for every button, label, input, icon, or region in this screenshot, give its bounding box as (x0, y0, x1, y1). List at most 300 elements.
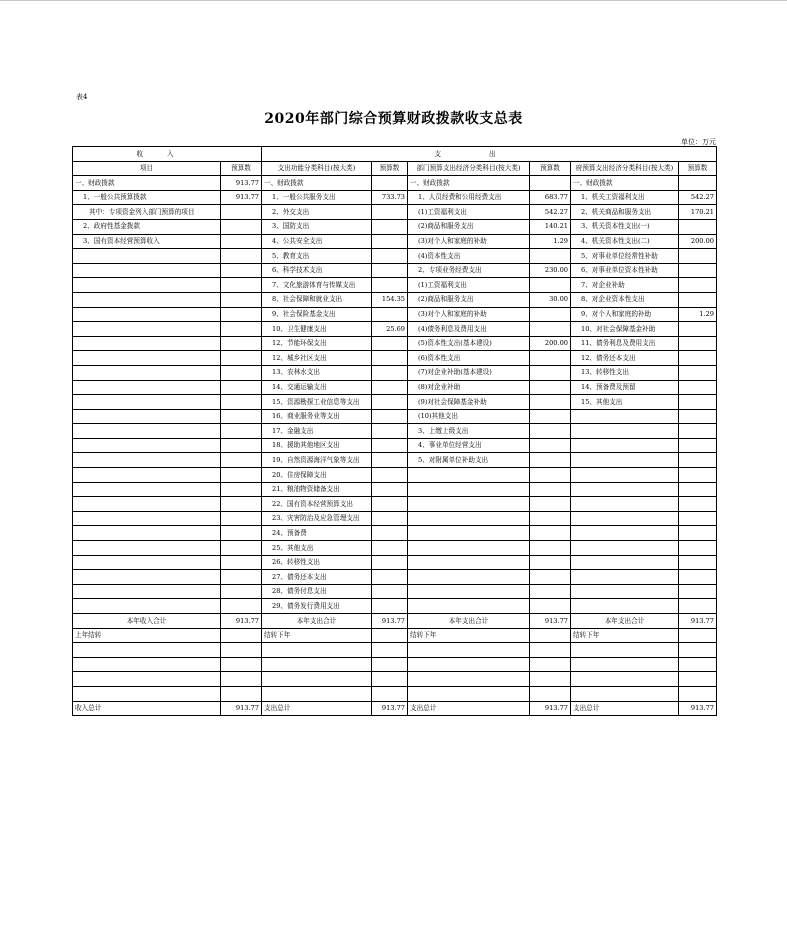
income-item-cell (73, 380, 221, 395)
dept-econ-item-cell: (3)对个人和家庭的补助 (408, 307, 530, 322)
function-class-item-cell: 结转下年 (262, 628, 372, 643)
income-item-cell (73, 409, 221, 424)
income-item-cell: 2、政府性基金拨款 (73, 219, 221, 234)
dept-econ-budget-cell: 683.77 (530, 190, 571, 205)
income-item-cell: 本年收入合计 (73, 614, 221, 629)
dept-econ-budget-cell (530, 497, 571, 512)
income-budget-cell (221, 278, 262, 293)
function-budget-cell (372, 497, 408, 512)
empty-cell (262, 686, 372, 701)
gov-econ-budget-cell (679, 219, 717, 234)
income-budget-cell: 913.77 (221, 190, 262, 205)
gov-econ-budget-cell (679, 511, 717, 526)
blank-row (73, 657, 717, 672)
dept-econ-item-cell (408, 482, 530, 497)
gov-econ-item-cell (571, 526, 679, 541)
gov-econ-item-cell: 一、财政拨款 (571, 176, 679, 191)
gov-econ-budget-cell (679, 351, 717, 366)
top-border-line (0, 0, 787, 1)
empty-cell (372, 643, 408, 658)
col-header-gov-econ-class: 府预算支出经济分类科目(按大类) (571, 161, 679, 176)
section-header-row (73, 147, 717, 162)
function-budget-cell (372, 365, 408, 380)
function-budget-cell (372, 234, 408, 249)
income-budget-cell: 913.77 (221, 614, 262, 629)
income-item-cell (73, 351, 221, 366)
gov-econ-item-cell (571, 453, 679, 468)
income-budget-cell (221, 555, 262, 570)
function-class-item-cell: 22、国有资本经营预算支出 (262, 497, 372, 512)
function-budget-cell (372, 249, 408, 264)
column-header-row (73, 161, 717, 176)
gov-econ-budget-cell (679, 468, 717, 483)
empty-cell (571, 672, 679, 687)
dept-econ-budget-cell: 542.27 (530, 205, 571, 220)
dept-econ-item-cell (408, 468, 530, 483)
col-header-item: 项目 (73, 161, 221, 176)
function-class-item-cell: 24、预备费 (262, 526, 372, 541)
table-row (73, 219, 717, 234)
income-budget-cell (221, 584, 262, 599)
income-item-cell (73, 263, 221, 278)
table-row (73, 526, 717, 541)
dept-econ-budget-cell (530, 628, 571, 643)
income-budget-cell (221, 482, 262, 497)
gov-econ-item-cell: 7、对企业补助 (571, 278, 679, 293)
dept-econ-item-cell: 结转下年 (408, 628, 530, 643)
dept-econ-budget-cell (530, 438, 571, 453)
dept-econ-item-cell (408, 511, 530, 526)
gov-econ-item-cell: 9、对个人和家庭的补助 (571, 307, 679, 322)
table-row (73, 205, 717, 220)
table-row (73, 351, 717, 366)
dept-econ-item-cell: (6)资本性支出 (408, 351, 530, 366)
income-item-cell: 1、一般公共预算拨款 (73, 190, 221, 205)
function-class-item-cell: 本年支出合计 (262, 614, 372, 629)
gov-econ-budget-cell (679, 526, 717, 541)
income-item-cell: 3、国有资本经营预算收入 (73, 234, 221, 249)
function-class-item-cell: 3、国防支出 (262, 219, 372, 234)
gov-econ-item-cell (571, 599, 679, 614)
expense-section-header: 支出 (262, 147, 717, 162)
dept-econ-budget-cell (530, 511, 571, 526)
empty-cell (73, 686, 221, 701)
dept-econ-item-cell: (9)对社会保障基金补助 (408, 395, 530, 410)
income-item-cell (73, 453, 221, 468)
function-class-item-cell: 4、公共安全支出 (262, 234, 372, 249)
income-budget-cell (221, 628, 262, 643)
function-class-item-cell: 21、粮油物资储备支出 (262, 482, 372, 497)
gov-econ-budget-cell (679, 599, 717, 614)
income-budget-cell (221, 380, 262, 395)
table-row (73, 176, 717, 191)
income-item-cell (73, 249, 221, 264)
dept-econ-budget-cell (530, 278, 571, 293)
table-row (73, 438, 717, 453)
function-budget-cell (372, 511, 408, 526)
dept-econ-item-cell: (1)工资福利支出 (408, 205, 530, 220)
income-item-cell: 收入总计 (73, 701, 221, 716)
function-class-item-cell: 27、债务还本支出 (262, 570, 372, 585)
gov-econ-item-cell: 8、对企业资本性支出 (571, 292, 679, 307)
dept-econ-budget-cell (530, 380, 571, 395)
function-budget-cell (372, 453, 408, 468)
dept-econ-item-cell (408, 497, 530, 512)
function-class-item-cell: 16、商业服务业等支出 (262, 409, 372, 424)
function-class-item-cell: 26、转移性支出 (262, 555, 372, 570)
income-item-cell (73, 541, 221, 556)
gov-econ-budget-cell (679, 278, 717, 293)
table-row (73, 497, 717, 512)
function-budget-cell: 154.35 (372, 292, 408, 307)
function-budget-cell (372, 278, 408, 293)
empty-cell (262, 672, 372, 687)
gov-econ-budget-cell (679, 482, 717, 497)
income-budget-cell (221, 395, 262, 410)
income-budget-cell (221, 205, 262, 220)
dept-econ-item-cell: (8)对企业补助 (408, 380, 530, 395)
function-class-item-cell: 12、城乡社区支出 (262, 351, 372, 366)
gov-econ-item-cell: 1、机关工资福利支出 (571, 190, 679, 205)
gov-econ-item-cell: 结转下年 (571, 628, 679, 643)
col-header-dept-econ-class: 部门预算支出经济分类科目(按大类) (408, 161, 530, 176)
dept-econ-budget-cell (530, 249, 571, 264)
empty-cell (262, 657, 372, 672)
empty-cell (679, 643, 717, 658)
function-class-item-cell: 13、农林水支出 (262, 365, 372, 380)
function-class-item-cell: 14、交通运输支出 (262, 380, 372, 395)
gov-econ-budget-cell: 542.27 (679, 190, 717, 205)
dept-econ-budget-cell (530, 570, 571, 585)
dept-econ-budget-cell: 140.21 (530, 219, 571, 234)
dept-econ-item-cell: 4、事业单位经营支出 (408, 438, 530, 453)
blank-row (73, 672, 717, 687)
gov-econ-item-cell: 4、机关资本性支出(二) (571, 234, 679, 249)
dept-econ-item-cell (408, 584, 530, 599)
dept-econ-item-cell: 2、专项业务经费支出 (408, 263, 530, 278)
gov-econ-budget-cell (679, 541, 717, 556)
gov-econ-item-cell: 13、转移性支出 (571, 365, 679, 380)
empty-cell (408, 672, 530, 687)
income-budget-cell (221, 599, 262, 614)
function-budget-cell (372, 336, 408, 351)
gov-econ-budget-cell (679, 497, 717, 512)
income-budget-cell (221, 541, 262, 556)
table-row (73, 555, 717, 570)
function-class-item-cell: 19、自然资源海洋气象等支出 (262, 453, 372, 468)
budget-summary-table (72, 146, 717, 716)
income-budget-cell (221, 570, 262, 585)
dept-econ-item-cell: (10)其他支出 (408, 409, 530, 424)
function-class-item-cell: 2、外交支出 (262, 205, 372, 220)
dept-econ-budget-cell: 230.00 (530, 263, 571, 278)
gov-econ-budget-cell (679, 249, 717, 264)
function-class-item-cell: 一、财政拨款 (262, 176, 372, 191)
function-class-item-cell: 8、社会保障和就业支出 (262, 292, 372, 307)
gov-econ-budget-cell (679, 322, 717, 337)
income-section-header: 收入 (73, 147, 262, 162)
table-row (73, 234, 717, 249)
gov-econ-item-cell: 12、债务还本支出 (571, 351, 679, 366)
gov-econ-item-cell (571, 555, 679, 570)
dept-econ-item-cell: 1、人员经费和公用经费支出 (408, 190, 530, 205)
function-class-item-cell: 9、社会保险基金支出 (262, 307, 372, 322)
gov-econ-item-cell (571, 482, 679, 497)
function-class-item-cell: 6、科学技术支出 (262, 263, 372, 278)
dept-econ-budget-cell (530, 468, 571, 483)
dept-econ-item-cell: 3、上缴上级支出 (408, 424, 530, 439)
income-item-cell (73, 584, 221, 599)
dept-econ-item-cell: (4)债务利息及费用支出 (408, 322, 530, 337)
income-item-cell (73, 307, 221, 322)
col-header-budget: 预算数 (221, 161, 262, 176)
empty-cell (408, 643, 530, 658)
dept-econ-budget-cell (530, 351, 571, 366)
function-budget-cell (372, 307, 408, 322)
function-budget-cell: 913.77 (372, 614, 408, 629)
income-budget-cell (221, 307, 262, 322)
dept-econ-budget-cell: 913.77 (530, 701, 571, 716)
function-class-item-cell: 支出总计 (262, 701, 372, 716)
dept-econ-item-cell (408, 555, 530, 570)
function-budget-cell (372, 438, 408, 453)
dept-econ-item-cell: (2)商品和服务支出 (408, 292, 530, 307)
dept-econ-item-cell: (3)对个人和家庭的补助 (408, 234, 530, 249)
gov-econ-item-cell: 11、债务利息及费用支出 (571, 336, 679, 351)
income-budget-cell (221, 234, 262, 249)
function-class-item-cell: 7、文化旅游体育与传媒支出 (262, 278, 372, 293)
income-item-cell (73, 438, 221, 453)
empty-cell (221, 657, 262, 672)
table-row (73, 249, 717, 264)
gov-econ-budget-cell (679, 395, 717, 410)
gov-econ-budget-cell: 913.77 (679, 614, 717, 629)
gov-econ-budget-cell: 1.29 (679, 307, 717, 322)
table-row (73, 336, 717, 351)
function-budget-cell (372, 482, 408, 497)
dept-econ-budget-cell (530, 395, 571, 410)
empty-cell (372, 686, 408, 701)
dept-econ-item-cell (408, 599, 530, 614)
empty-cell (372, 672, 408, 687)
gov-econ-item-cell: 10、对社会保障基金补助 (571, 322, 679, 337)
dept-econ-item-cell: (4)资本性支出 (408, 249, 530, 264)
empty-cell (571, 686, 679, 701)
income-budget-cell (221, 409, 262, 424)
table-row (73, 599, 717, 614)
gov-econ-item-cell (571, 541, 679, 556)
table-number-tag: 表4 (76, 93, 88, 101)
function-budget-cell: 733.73 (372, 190, 408, 205)
dept-econ-item-cell: (1)工资福利支出 (408, 278, 530, 293)
dept-econ-budget-cell (530, 453, 571, 468)
empty-cell (221, 643, 262, 658)
income-budget-cell (221, 438, 262, 453)
table-row (73, 468, 717, 483)
gov-econ-budget-cell (679, 584, 717, 599)
income-item-cell (73, 278, 221, 293)
income-budget-cell (221, 263, 262, 278)
empty-cell (372, 657, 408, 672)
income-budget-cell: 913.77 (221, 176, 262, 191)
income-item-cell (73, 555, 221, 570)
function-class-item-cell: 20、住房保障支出 (262, 468, 372, 483)
gov-econ-item-cell (571, 511, 679, 526)
dept-econ-item-cell (408, 570, 530, 585)
dept-econ-budget-cell (530, 526, 571, 541)
gov-econ-budget-cell (679, 555, 717, 570)
empty-cell (679, 657, 717, 672)
gov-econ-item-cell (571, 438, 679, 453)
income-budget-cell: 913.77 (221, 701, 262, 716)
income-item-cell (73, 482, 221, 497)
gov-econ-item-cell (571, 584, 679, 599)
subtotal-row (73, 614, 717, 629)
col-header-budget: 预算数 (530, 161, 571, 176)
table-row (73, 190, 717, 205)
empty-cell (679, 672, 717, 687)
gov-econ-item-cell (571, 424, 679, 439)
dept-econ-item-cell (408, 541, 530, 556)
function-class-item-cell: 23、灾害防治及应急管理支出 (262, 511, 372, 526)
dept-econ-item-cell: 一、财政拨款 (408, 176, 530, 191)
table-row (73, 292, 717, 307)
page-title: 2020年部门综合预算财政拨款收支总表 (264, 111, 523, 127)
income-budget-cell (221, 351, 262, 366)
empty-cell (679, 686, 717, 701)
income-item-cell (73, 526, 221, 541)
gov-econ-item-cell: 本年支出合计 (571, 614, 679, 629)
col-header-function-class: 支出功能分类科目(按大类) (262, 161, 372, 176)
gov-econ-item-cell: 6、对事业单位资本性补助 (571, 263, 679, 278)
empty-cell (530, 657, 571, 672)
function-budget-cell (372, 526, 408, 541)
table-row (73, 453, 717, 468)
function-budget-cell (372, 176, 408, 191)
gov-econ-budget-cell (679, 409, 717, 424)
empty-cell (73, 657, 221, 672)
empty-cell (73, 643, 221, 658)
blank-row (73, 686, 717, 701)
empty-cell (262, 643, 372, 658)
income-budget-cell (221, 526, 262, 541)
col-header-budget: 预算数 (372, 161, 408, 176)
dept-econ-budget-cell: 30.00 (530, 292, 571, 307)
dept-econ-budget-cell (530, 541, 571, 556)
dept-econ-budget-cell (530, 409, 571, 424)
function-budget-cell (372, 351, 408, 366)
table-row (73, 278, 717, 293)
function-class-item-cell: 5、教育支出 (262, 249, 372, 264)
function-budget-cell (372, 380, 408, 395)
gov-econ-budget-cell (679, 438, 717, 453)
income-budget-cell (221, 219, 262, 234)
empty-cell (221, 686, 262, 701)
dept-econ-budget-cell (530, 584, 571, 599)
dept-econ-budget-cell: 913.77 (530, 614, 571, 629)
gov-econ-item-cell: 支出总计 (571, 701, 679, 716)
gov-econ-item-cell: 3、机关资本性支出(一) (571, 219, 679, 234)
table-row (73, 380, 717, 395)
function-budget-cell (372, 219, 408, 234)
dept-econ-item-cell: (7)对企业补助(基本建设) (408, 365, 530, 380)
income-budget-cell (221, 497, 262, 512)
function-budget-cell (372, 424, 408, 439)
empty-cell (530, 643, 571, 658)
dept-econ-item-cell: 5、对附属单位补助支出 (408, 453, 530, 468)
table-row (73, 541, 717, 556)
dept-econ-budget-cell (530, 599, 571, 614)
carryover-row (73, 628, 717, 643)
gov-econ-item-cell: 15、其他支出 (571, 395, 679, 410)
table-row (73, 584, 717, 599)
col-header-budget: 预算数 (679, 161, 717, 176)
dept-econ-budget-cell (530, 555, 571, 570)
table-row (73, 511, 717, 526)
empty-cell (408, 657, 530, 672)
income-budget-cell (221, 322, 262, 337)
income-item-cell: 上年结转 (73, 628, 221, 643)
function-budget-cell (372, 555, 408, 570)
gov-econ-budget-cell (679, 263, 717, 278)
function-budget-cell (372, 395, 408, 410)
gov-econ-budget-cell: 200.00 (679, 234, 717, 249)
function-budget-cell (372, 468, 408, 483)
gov-econ-budget-cell (679, 380, 717, 395)
dept-econ-item-cell: (2)商品和服务支出 (408, 219, 530, 234)
function-class-item-cell: 28、债务付息支出 (262, 584, 372, 599)
income-item-cell (73, 395, 221, 410)
income-item-cell (73, 292, 221, 307)
gov-econ-item-cell (571, 409, 679, 424)
dept-econ-item-cell: (5)资本性支出(基本建设) (408, 336, 530, 351)
function-budget-cell (372, 628, 408, 643)
gov-econ-item-cell (571, 570, 679, 585)
function-class-item-cell: 25、其他支出 (262, 541, 372, 556)
income-budget-cell (221, 511, 262, 526)
gov-econ-item-cell: 2、机关商品和服务支出 (571, 205, 679, 220)
income-budget-cell (221, 292, 262, 307)
gov-econ-budget-cell (679, 570, 717, 585)
empty-cell (408, 686, 530, 701)
income-budget-cell (221, 468, 262, 483)
function-budget-cell (372, 541, 408, 556)
function-budget-cell (372, 409, 408, 424)
empty-cell (73, 672, 221, 687)
function-budget-cell (372, 584, 408, 599)
dept-econ-budget-cell (530, 322, 571, 337)
income-item-cell (73, 468, 221, 483)
empty-cell (221, 672, 262, 687)
gov-econ-item-cell: 5、对事业单位经常性补助 (571, 249, 679, 264)
gov-econ-budget-cell: 170.21 (679, 205, 717, 220)
income-item-cell (73, 511, 221, 526)
income-item-cell: 其中：专项资金列入部门预算的项目 (73, 205, 221, 220)
dept-econ-budget-cell (530, 176, 571, 191)
income-item-cell (73, 424, 221, 439)
income-budget-cell (221, 365, 262, 380)
gov-econ-budget-cell (679, 628, 717, 643)
function-class-item-cell: 12、节能环保支出 (262, 336, 372, 351)
table-row (73, 365, 717, 380)
gov-econ-item-cell: 14、预备费及预留 (571, 380, 679, 395)
income-budget-cell (221, 424, 262, 439)
gov-econ-budget-cell (679, 336, 717, 351)
income-item-cell (73, 570, 221, 585)
dept-econ-budget-cell (530, 307, 571, 322)
function-class-item-cell: 10、卫生健康支出 (262, 322, 372, 337)
table-row (73, 395, 717, 410)
